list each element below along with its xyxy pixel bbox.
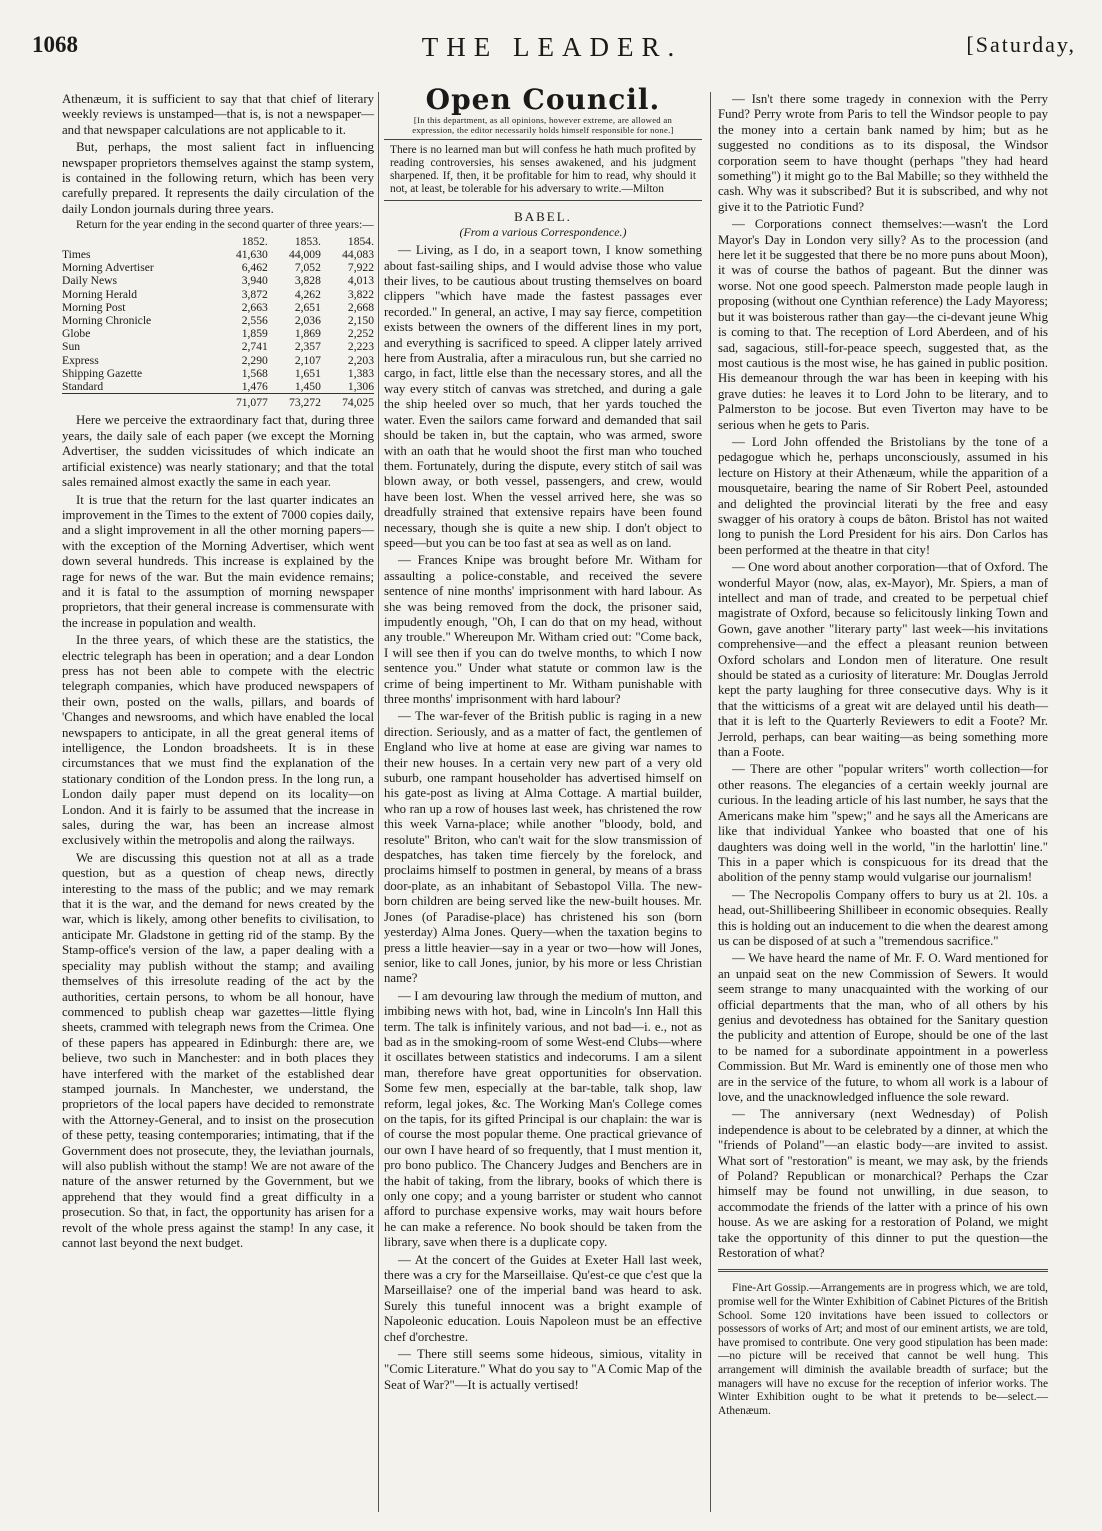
- paragraph: — The anniversary (next Wednesday) of Polish independence is about to be celebrated by a dinner, at which the "friends of Poland"—an elastic body—are invited to assist. What sort of "restoration" is meant, we may ask, by the friends of Poland? Republican or monarchical? Perhaps the Czar himself may be found not unwilling, in due season, to accommodate the friends of the latter with a prince of his own house. As we are asking for a restoration of Poland, we might take the opportunity of this dinner to put the question—the Restoration of what?: [718, 1107, 1048, 1261]
- paragraph: — One word about another corporation—that of Oxford. The wonderful Mayor (now, alas, ex-Mayor), Mr. Spiers, a man of intellect and man of trade, and created to be perpetual chief magistrate of Oxford, because so felicitously linking Town and Gown, gave another "literary party" last week—his invitations comprehensive—and the effect a pleasant reunion between Oxford scholars and London men of literature. One result should be stated as a curiosity of literature: Mr. Douglas Jerrold kept the party laughing for three consecutive days. Why is it that the witticisms of a great wit are delayed until his death—that it is left to the Quarterly Reviewers to edit a Foote? Mr. Jerrold, perhaps, can bear waiting—as being something more than a Foote.: [718, 560, 1048, 760]
- table-row: Morning Advertiser 6,462 7,052 7,922: [62, 261, 374, 275]
- table-row: Express 2,290 2,107 2,203: [62, 353, 374, 367]
- table-caption: Return for the year ending in the second quarter of three years:—: [76, 219, 374, 232]
- paragraph: Here we perceive the extraordinary fact that, during three years, the daily sale of each paper (we except the Morning Advertiser, the sudden vicissitudes of which indicate an artificial existence) was nearly stationary; and that the total sales remained almost exactly the same in each year.: [62, 413, 374, 490]
- paragraph: — We have heard the name of Mr. F. O. Ward mentioned for an unpaid seat on the new Commission of Sewers. It would seem strange to many unacquainted with the working of our official departments that the man, who of all others by his genius and devotedness has obtained for the Sanitary question the publicity and attention of Europe, should be one of the last to be named for a subordinate appointment in a powerless Commission. But Mr. Ward is eminently one of those men who are in the service of the future, to whom all work is a labour of love, and the unacknowledged influence the sole reward.: [718, 951, 1048, 1104]
- editor-notice: [In this department, as all opinions, however extreme, are allowed an expression, the editor necessarily holds himself responsible for none.]: [412, 115, 674, 136]
- fine-art-gossip: Fine-Art Gossip.—Arrangements are in progress which, we are told, promise well for the Winter Exhibition of Cabinet Pictures of the British School. Some 120 invitations have been issued to collectors or possessors of works of Art; and most of our eminent artists, we are told, have promised to contribute. One very good stipulation has been made:—no picture will be received that cannot be well hung. This arrangement will diminish the available breadth of surface; but the managers will have no excuse for the reception of inferior works. The Winter Exhibition ought to be what it pretends to be—select.—Athenæum.: [718, 1282, 1048, 1417]
- paragraph: — I am devouring law through the medium of mutton, and imbibing news with hot, bad, wine in Lincoln's Inn Hall this term. The talk is infinitely various, and not bad—i. e., not as bad as in the smoking-room of some West-end Clubs—where it oscillates between statistics and indecorums. I am a silent man, therefore have great opportunities for observation. Some few men, especially at the bar-table, talk shop, law reform, legal jokes, &c. The Working Man's College comes on the tapis, for its gifted Principal is our chaplain: the war is of course the most popular theme. One practical grievance of our own I have heard of so frequently, that I must mention it, pro bono publico. The Chancery Judges and Benchers are in the habit of taking, from the library, books of which there is only one copy; and a young barrister or student who cannot afford to purchase expensive works, may wait hours before he can make a reference. No book should be taken from the library, save when there is a duplicate copy.: [384, 988, 702, 1250]
- year-header: 1853.: [294, 234, 321, 248]
- page-number: 1068: [32, 32, 78, 57]
- article-heading: BABEL.: [514, 209, 572, 225]
- paragraph: But, perhaps, the most salient fact in influencing newspaper proprietors themselves against the stamp system, is contained in the following return, which has been very carefully prepared. It represents the daily circulation of the daily London journals during three years.: [62, 140, 374, 216]
- table-row: Times 41,630 44,009 44,083: [62, 248, 374, 262]
- column-notes: [718, 92, 1048, 1420]
- header-day: [Saturday,: [966, 32, 1076, 57]
- table-row: Globe 1,859 1,869 2,252: [62, 327, 374, 341]
- paragraph: — Corporations connect themselves:—wasn't the Lord Mayor's Day in London very silly? As to the procession (and here let it be suggested that there be no more puns about Moon), it was of course the bathos of pageant. But the dinner was worse. Not one good speech. Palmerston made people laugh in proposing (without one Cynthian reference) the Lady Mayoress; but it was boisterous rather than gay—the ci-devant jeune Whig is coming to that. The reception of Lord Aberdeen, and of his sad, sagacious, still-for-peace speech, suggested that, as the most cautious is the most wise, he has gained in public position. His demeanour through the war has been in keeping with his grave duties: he leaves it to Lord John to be literary, and to Palmerston to be jocose. But even Tiverton may have to be serious when he gets to Paris.: [718, 217, 1048, 432]
- paragraph: It is true that the return for the last quarter indicates an improvement in the Times to the extent of 7000 copies daily, and a slight improvement in all the other morning papers—with the exception of the Morning Advertiser, which went down several hundreds. This increase is explained by the rage for news of the war. But the main evidence remains; and it is fatal to the assumption of morning newspaper proprietors, that their general increase is commensurate with the increase in population and wealth.: [62, 492, 374, 630]
- paragraph: — The Necropolis Company offers to bury us at 2l. 10s. a head, out-Shillibeering Shillibeer in economic obsequies. Really this is holding out an inducement to die when the dearest among us can be disposed of at such a "tremendous sacrifice.": [718, 887, 1048, 948]
- article-subheading: (From a various Correspondence.): [459, 224, 627, 239]
- paragraph: We are discussing this question not at all as a trade question, but as a question of cheap news, directly interesting to the mass of the public; and we may remark that it is the war, and the demand for news created by the war, which is likely, among other benefits to civilisation, to anticipate Mr. Gladstone in getting rid of the stamp. By the Stamp-office's version of the law, a paper dealing with a speciality may publish without the stamp; and availing themselves of this irresolute reading of the act by the authorities, certain persons, to whom be all honour, have commenced to publish cheap war gazettes—little flying sheets, crammed with telegraph news from the Crimea. One of these papers has appeared in Edinburgh: there are, we believe, two such in Manchester: and in both places they have interfered with the market of the established dear stamped journals. In Manchester, we understand, the proprietors of the local papers have decided to remonstrate with the Attorney-General, and to insist on the prosecution of these petty, teasing contemporaries; intimating, that if the Government does not prosecute, they, the leviathan journals, will also publish without the stamp! We are not aware of the nature of the answer returned by the Government, but we apprehend that they would find a great difficulty in a prosecution. So that, in fact, the opportunity has arisen for a revolt of the whole press against the stamp! In any case, it cannot last beyond the next budget.: [62, 850, 374, 1251]
- paragraph: — Lord John offended the Bristolians by the tone of a pedagogue which he, perhaps unconsciously, assumed in his lecture on History at their Athenæum, while the apparition of a mousquetaire, bearing the name of Sir Robert Peel, astounded and delighted the provincial literati by the free and easy swagger of his oratory à coups de bâton. Bristol has not waited long to punish the Lord President for his airs. Don Carlos has been performed at the theatre in that city!: [718, 434, 1048, 557]
- column-rule-2: [710, 92, 711, 1512]
- paragraph: — Isn't there some tragedy in connexion with the Perry Fund? Perry wrote from Paris to tell the Windsor people to pay the money into a certain bank named by him; but as he suggested no conditions as to its disposal, the Windsor corporation seem to have thought (perhaps "they had heard something") it might go to the Bal Mabille; so they withheld the cash. Why was it subscribed? But it is subscribed, and why not give it to the Patriotic Fund?: [718, 92, 1048, 214]
- milton-quote: There is no learned man but will confess he hath much profited by reading controversies, his senses awakened, and his judgment sharpened. If, then, it be profitable for him to read, why should it not, at least, be tolerable for his adversary to write.—Milton: [384, 139, 702, 201]
- paragraph: Athenæum, it is sufficient to say that that chief of literary weekly reviews is unstamped—that is, is not a newspaper—and that newspaper calculations are not applicable to it.: [62, 92, 374, 137]
- table-row: Shipping Gazette 1,568 1,651 1,383: [62, 366, 374, 380]
- circulation-table: [62, 235, 374, 410]
- table-row: Morning Herald 3,872 4,262 3,822: [62, 287, 374, 301]
- paragraph: — The war-fever of the British public is raging in a new direction. Seriously, and as a matter of fact, the gentlemen of England who live at home at ease are giving war names to their new houses. In a certain very new part of a very old suburb, one rampant householder has advertised himself on his gate-post as living at Alma Cottage. A martial builder, who ran up a row of houses last week, has christened the row this week Varna-place; while another "bloody, bold, and resolute" Briton, who can't wait for the slow transmission of despatches, has taken time fiercely by the forelock, and proclaims himself to postmen in general, by means of a brass door-plate, as an inhabitant of Sebastopol Villa. The new-born children are being served like the new-built houses. Mr. Jones (of Paradise-place) has christened his son (born yesterday) Alma Jones. Query—when the taxation begins to press a little heavier—say in a year or two—how will Jones, senior, like to call Jones, junior, by his more or less Christian name?: [384, 709, 702, 986]
- paragraph: — Living, as I do, in a seaport town, I know something about fast-sailing ships, and I would advise those who value their lives, to be cautious about trusting themselves on board clippers "which have made the fastest passages ever recorded." In general, an active, I may say fierce, competition exists between the owners of the different lines in my port, and everything is sacrificed to speed. A clipper lately arrived here from Australia, after a miraculous run, but she carried no cargo, in fact, little else than the necessary stores, and all the way every stitch of canvas was stretched, and during a gale the ship heeled over so much, that her yards touched the water. Even the sailors came forward and demanded that sail should be taken in, but the captain, who was armed, swore with an oath that he would shoot the first man who touched them. Fortunately, during the dispute, every stitch of sail was blown away, or both vessel, passengers, and crew, would have been lost. When the vessel arrived here, she was so dreadfully strained that extensive repairs have been found necessary, though she is quite a new ship. I don't object to speed—but you can be too fast at sea as well as on land.: [384, 243, 702, 550]
- paragraph: — At the concert of the Guides at Exeter Hall last week, there was a cry for the Marseillaise. Qu'est-ce que c'est que la Marseillaise? one of the imperial band was heard to ask. Surely this tuneful innocent was a bright example of Napoleonic education. Louis Napoleon must be an effective chef d'orchestre.: [384, 1252, 702, 1344]
- paragraph: — There are other "popular writers" worth collection—for other reasons. The elegancies of a certain weekly journal are curious. In the leading article of his last number, he says that the Americans make him "spew;" and he says all the Americans are like that individual Yankee who boasted that one of his daughters was doing well in the world, "in the harlottin' line." This in a paper which is conspicuous for its dread that the abolition of the penny stamp would vulgarise our journalism!: [718, 762, 1048, 885]
- paragraph: — There still seems some hideous, simious, vitality in "Comic Literature." What do you say to "A Comic Map of the Seat of War?"—It is actually vertised!: [384, 1347, 702, 1392]
- section-masthead: Open Council.: [425, 83, 661, 116]
- column-stamp-article: [62, 92, 374, 1253]
- table-row: Sun 2,741 2,357 2,223: [62, 340, 374, 354]
- section-divider: [718, 1269, 1048, 1272]
- table-row: Morning Chronicle 2,556 2,036 2,150: [62, 314, 374, 328]
- year-header: 1854.: [347, 234, 374, 248]
- year-header: 1852.: [241, 234, 268, 248]
- newspaper-title: THE LEADER.: [421, 32, 683, 62]
- page-header: [28, 24, 1076, 74]
- paragraph: In the three years, of which these are the statistics, the electric telegraph has been in operation; and a dear London press has not been able to compete with the electric telegraph companies, which have produced newspapers of their own, posted on the walls, pillars, and boards of 'Changes and newsrooms, and which have enabled the local newspapers to anticipate, in all the great general items of intelligence, the London broadsheets. It is in these circumstances that we must find the explanation of the stationary condition of the London press. In the long run, a London daily paper must depend on its locality—on London. And it is fairly to be assumed that the increase in sales, during the war, has been an increase almost exclusively within the metropolis and along the railways.: [62, 633, 374, 848]
- table-header-row: [62, 235, 374, 248]
- table-row: Morning Post 2,663 2,651 2,668: [62, 300, 374, 314]
- table-totals-row: 71,077 73,272 74,025: [62, 394, 374, 410]
- column-rule-1: [378, 92, 379, 1512]
- paragraph: — Frances Knipe was brought before Mr. Witham for assaulting a police-constable, and received the severe sentence of nine months' imprisonment with hard labour. As she was being removed from the dock, the prisoner said, impudently enough, "Oh, I can do that on my head, without any trouble." Whereupon Mr. Witham cried out: "Come back, I will see then if you can do twelve months, to which I now sentence you." Under what statute or common law is the crime of being impertinent to Mr. Witham punishable with three months' imprisonment with hard labour?: [384, 553, 702, 706]
- table-row: Standard 1,476 1,450 1,306: [62, 380, 374, 394]
- column-open-council: [384, 83, 702, 1395]
- table-row: Daily News 3,940 3,828 4,013: [62, 274, 374, 288]
